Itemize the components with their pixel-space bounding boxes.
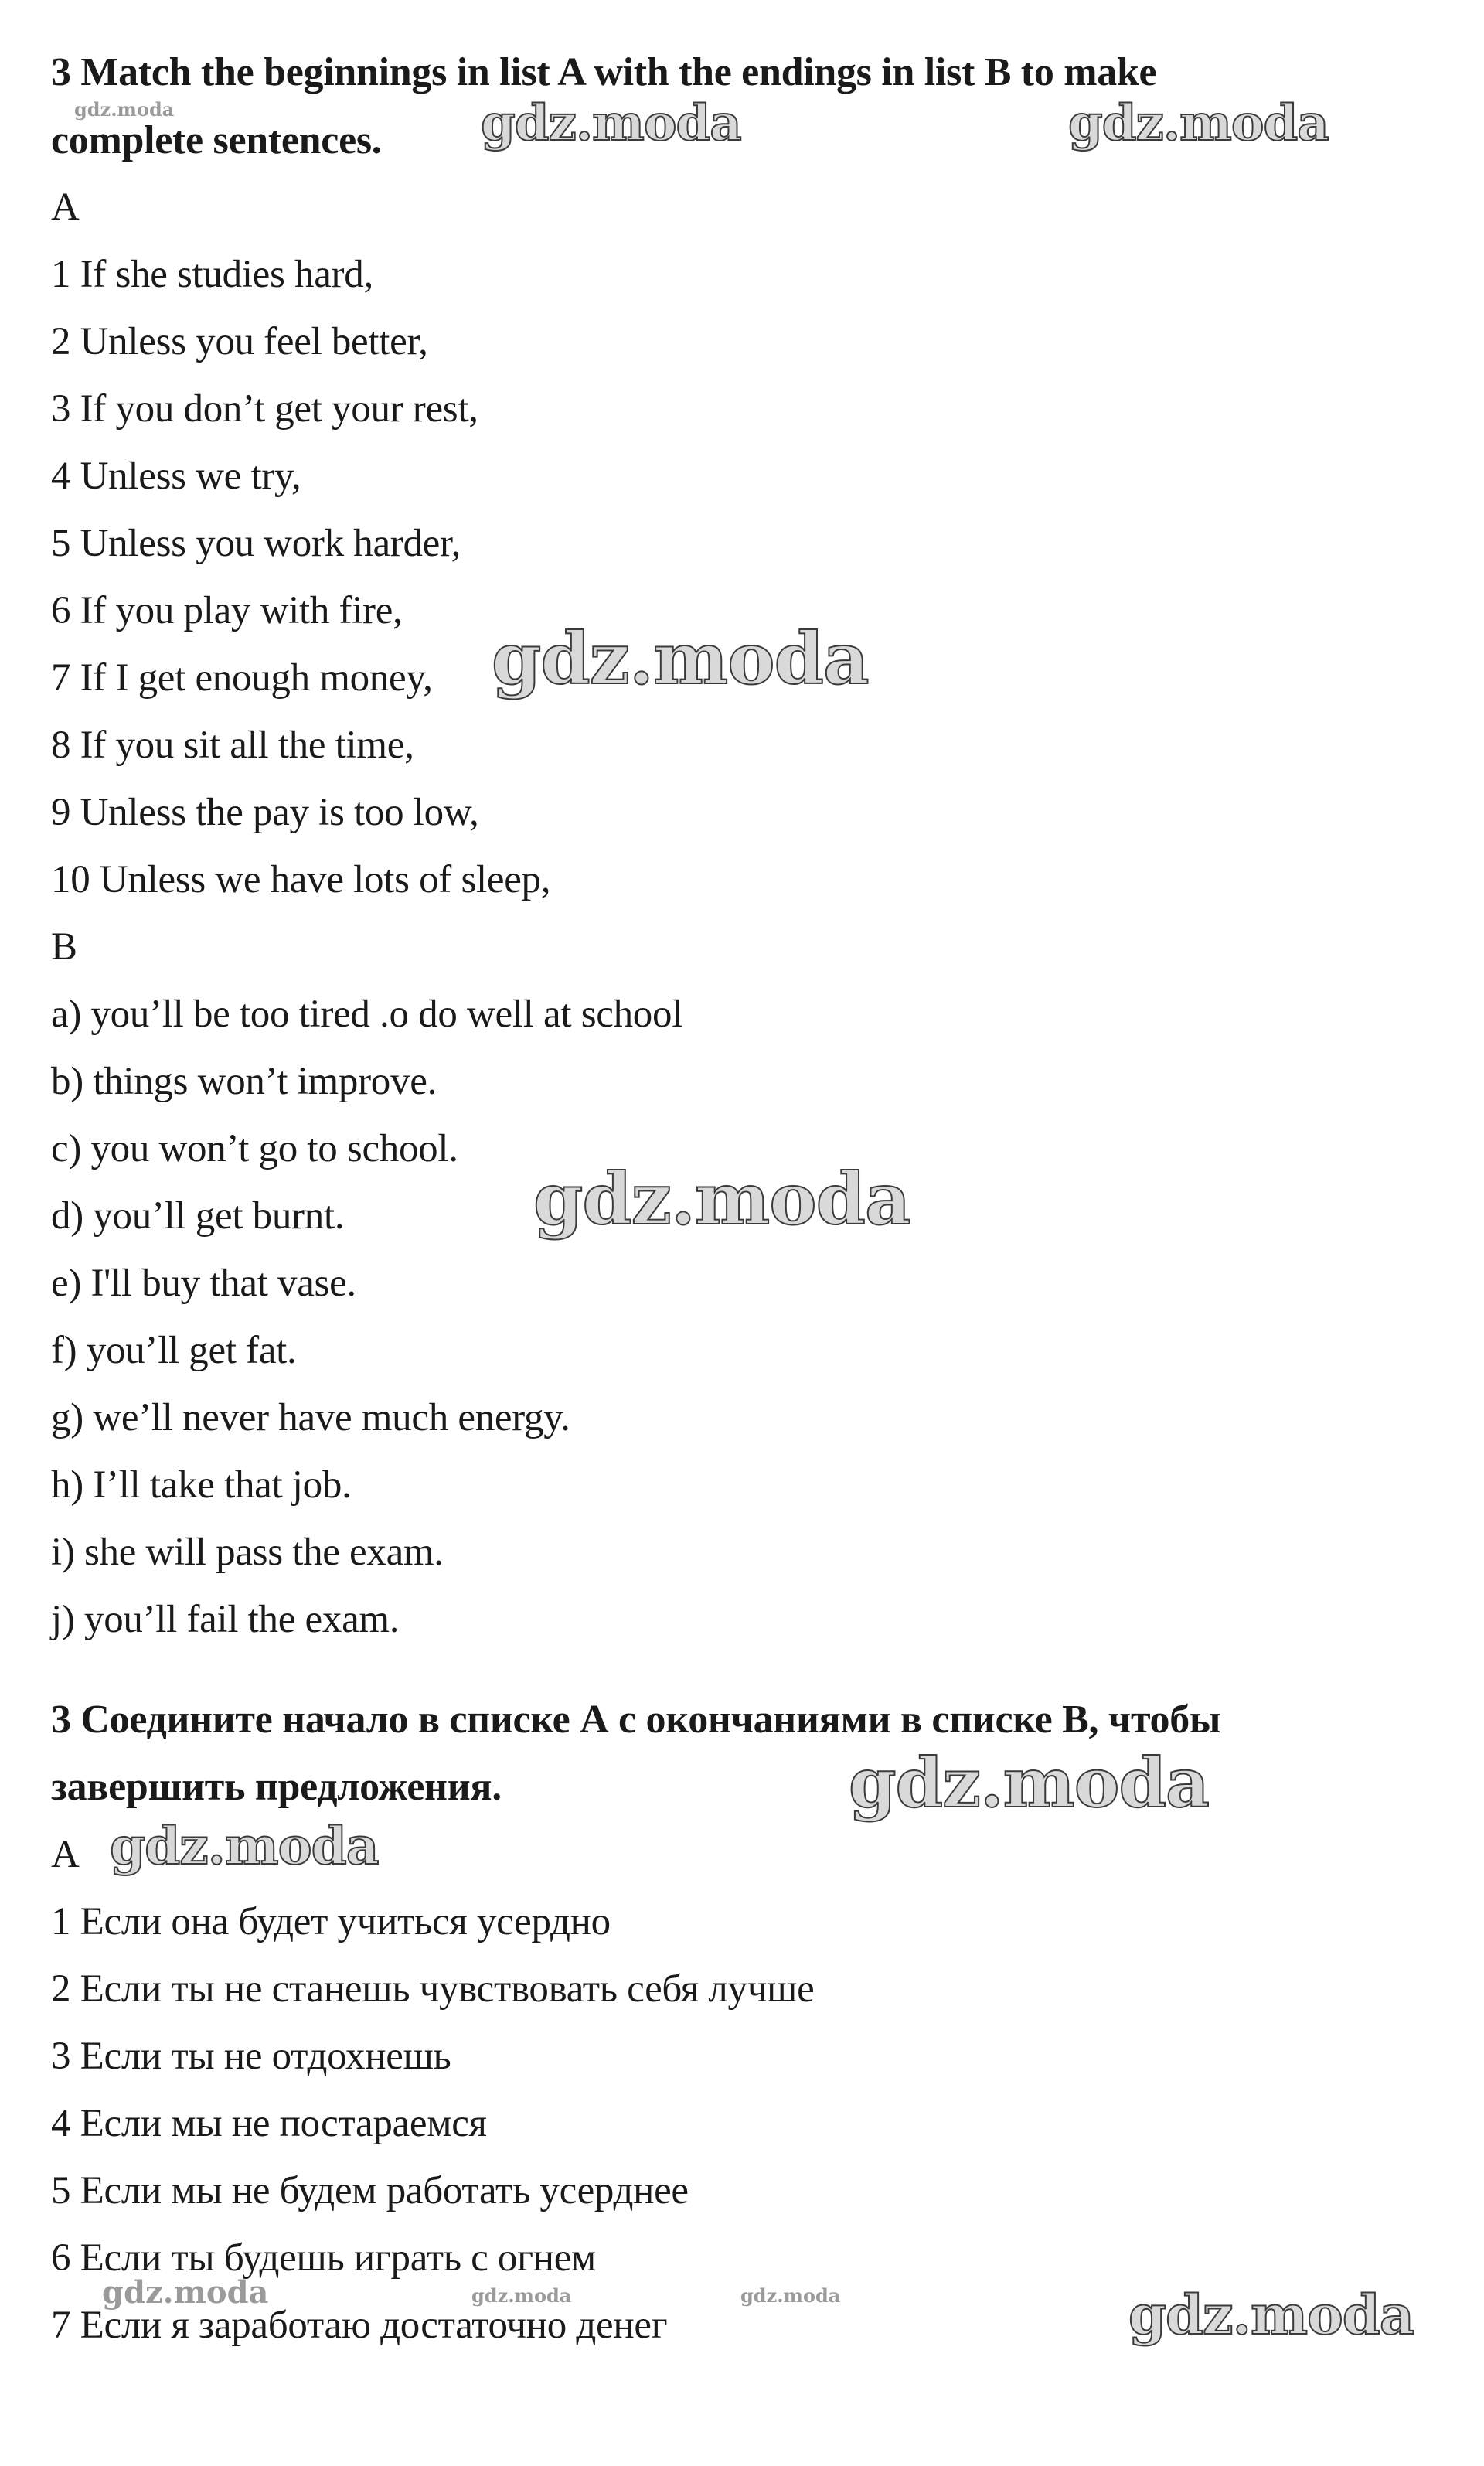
en-list-b-item-j: j) you’ll fail the exam. [51,1598,400,1641]
en-list-b-item-b: b) things won’t improve. [51,1060,437,1103]
en-list-b-item-f: f) you’ll get fat. [51,1329,297,1372]
en-list-a-item-3: 3 If you don’t get your rest, [51,387,478,431]
en-list-b-label: B [51,925,77,969]
ru-list-a-item-4: 4 Если мы не постараемся [51,2102,487,2145]
ru-list-a-item-6: 6 Если ты будешь играть с огнем [51,2236,597,2280]
en-list-a-item-10: 10 Unless we have lots of sleep, [51,858,551,901]
ru-list-a-item-7: 7 Если я заработаю достаточно денег [51,2304,668,2347]
en-list-b-item-i: i) she will pass the exam. [51,1531,444,1574]
en-list-b-item-g: g) we’ll never have much energy. [51,1396,570,1439]
en-list-a-item-1: 1 If she studies hard, [51,253,373,296]
en-list-a-item-9: 9 Unless the pay is too low, [51,791,479,834]
ru-list-a-item-1: 1 Если она будет учиться усердно [51,1900,611,1943]
watermark: gdz.moda [1068,94,1329,152]
en-list-a-item-7: 7 If I get enough money, [51,656,433,700]
en-list-b-item-c: c) you won’t go to school. [51,1127,458,1170]
watermark: gdz.moda [492,617,869,700]
watermark-small: gdz.moda [74,98,175,121]
en-heading-line-1: 3 Match the beginnings in list A with the endings in list B to make [51,50,1157,94]
ru-heading-line-1: 3 Соедините начало в списке А с окончаниями в списке В, чтобы [51,1698,1221,1742]
ru-list-a-item-2: 2 Если ты не станешь чувствовать себя лучше [51,1967,815,2011]
en-list-a-item-8: 8 If you sit all the time, [51,724,414,767]
watermark: gdz.moda [1128,2283,1414,2347]
watermark-small: gdz.moda [740,2284,841,2307]
ru-list-a-item-3: 3 Если ты не отдохнешь [51,2035,451,2078]
ru-heading-line-2: завершить предложения. [51,1765,502,1809]
watermark-small: gdz.moda [102,2274,269,2311]
en-list-a-label: A [51,186,80,229]
en-list-b-item-e: e) I'll buy that vase. [51,1262,356,1305]
en-list-a-item-4: 4 Unless we try, [51,455,301,498]
en-list-a-item-5: 5 Unless you work harder, [51,522,461,565]
watermark: gdz.moda [110,1816,379,1876]
watermark: gdz.moda [533,1157,910,1241]
en-list-b-item-a: a) you’ll be too tired .o do well at school [51,993,683,1036]
watermark: gdz.moda [849,1742,1210,1823]
en-list-b-item-h: h) I’ll take that job. [51,1463,352,1507]
watermark-small: gdz.moda [471,2284,572,2307]
ru-list-a-item-5: 5 Если мы не будем работать усерднее [51,2169,689,2212]
en-list-a-item-6: 6 If you play with fire, [51,589,403,632]
watermark: gdz.moda [481,94,741,152]
en-list-b-item-d: d) you’ll get burnt. [51,1194,345,1238]
ru-list-a-label: А [51,1833,80,1876]
en-list-a-item-2: 2 Unless you feel better, [51,320,428,363]
en-heading-line-2: complete sentences. [51,118,382,162]
